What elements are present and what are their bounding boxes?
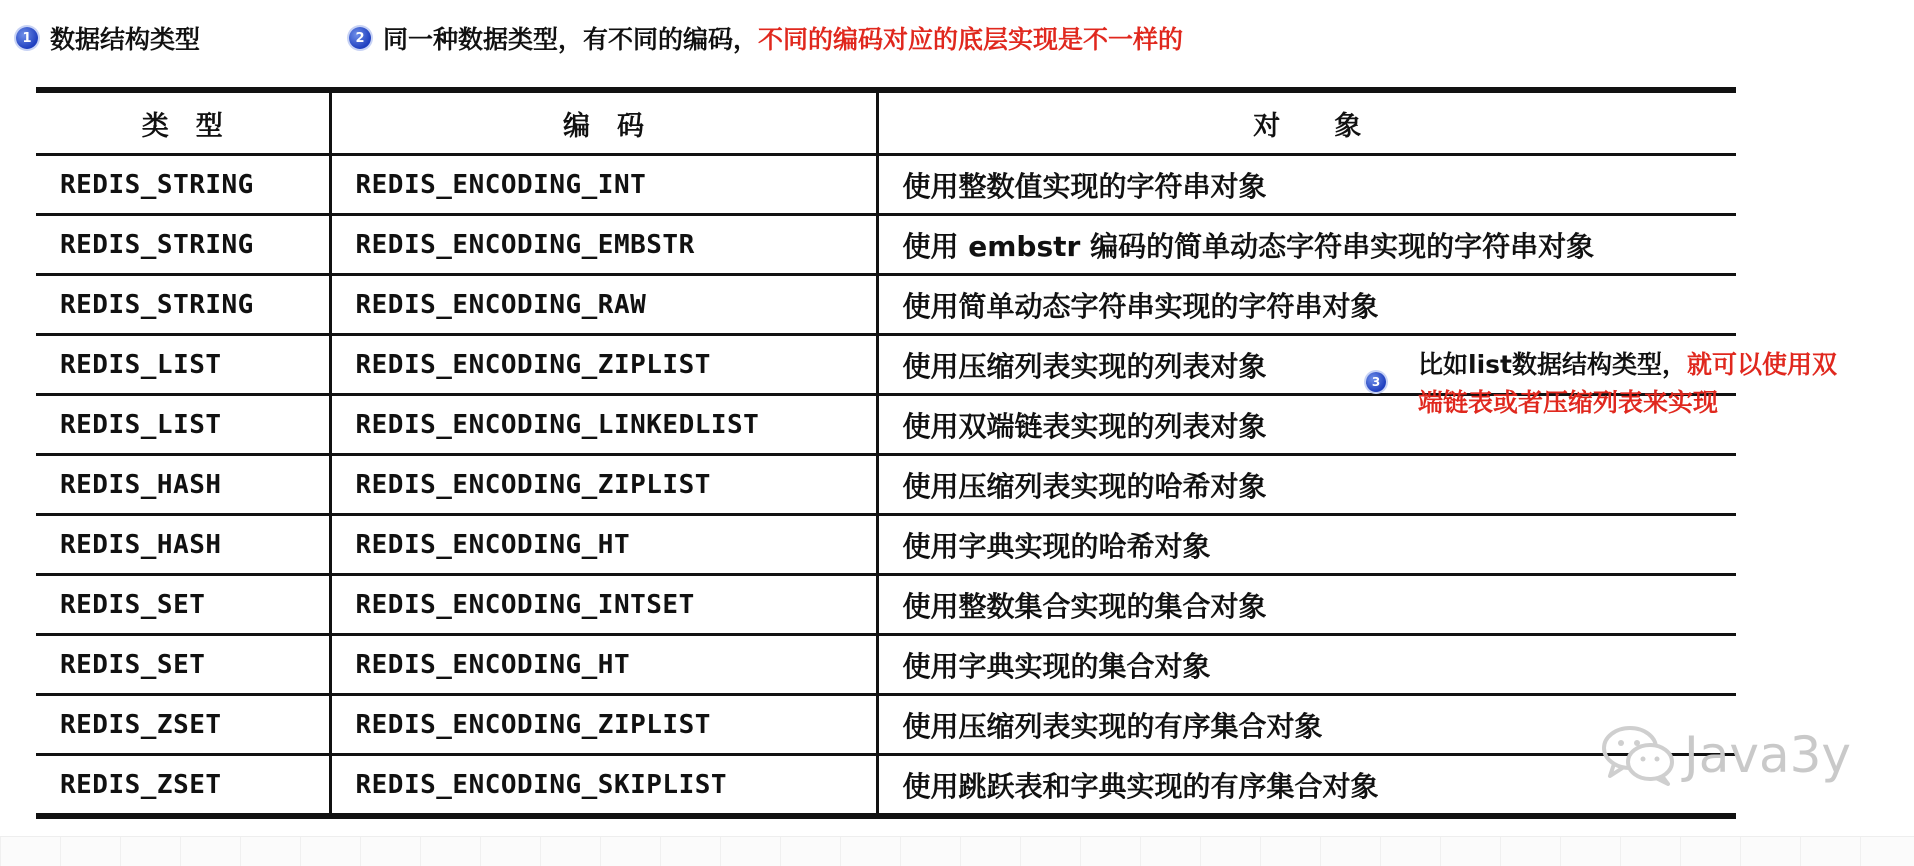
table-row bbox=[36, 755, 1736, 817]
table-row bbox=[36, 575, 1736, 635]
number-badge: 1 bbox=[16, 27, 38, 49]
cell-encoding: REDIS_ENCODING_HT bbox=[330, 515, 877, 575]
table-body bbox=[36, 155, 1736, 817]
annotation-2-highlight: 不同的编码对应的底层实现是不一样的 bbox=[758, 25, 1184, 54]
cell-object: 使用压缩列表实现的有序集合对象 bbox=[902, 709, 1323, 743]
cell-type: REDIS_ZSET bbox=[36, 755, 330, 817]
cell-object: 使用整数集合实现的集合对象 bbox=[902, 589, 1267, 623]
table-header-row bbox=[36, 90, 1736, 155]
cell-encoding: REDIS_ENCODING_INT bbox=[330, 155, 877, 215]
cell-object: 使用字典实现的集合对象 bbox=[902, 649, 1211, 683]
encoding-table bbox=[36, 87, 1736, 819]
cell-type: REDIS_HASH bbox=[36, 515, 330, 575]
cell-type: REDIS_STRING bbox=[36, 155, 330, 215]
cell-encoding: REDIS_ENCODING_HT bbox=[330, 635, 877, 695]
cell-object: 使用跳跃表和字典实现的有序集合对象 bbox=[902, 769, 1379, 803]
cell-type: REDIS_SET bbox=[36, 635, 330, 695]
header-encoding: 编 码 bbox=[330, 90, 877, 155]
cell-encoding: REDIS_ENCODING_INTSET bbox=[330, 575, 877, 635]
redis-encoding-table bbox=[36, 87, 1736, 819]
footer-strip bbox=[0, 836, 1914, 866]
table-row bbox=[36, 215, 1736, 275]
watermark-text: Java3y bbox=[1684, 726, 1852, 784]
annotation-1 bbox=[16, 20, 200, 56]
cell-encoding: REDIS_ENCODING_ZIPLIST bbox=[330, 455, 877, 515]
cell-type: REDIS_HASH bbox=[36, 455, 330, 515]
cell-object: 使用压缩列表实现的哈希对象 bbox=[902, 469, 1267, 503]
annotation-2 bbox=[349, 20, 1183, 56]
cell-object: 使用字典实现的哈希对象 bbox=[902, 529, 1211, 563]
cell-object: 使用压缩列表实现的列表对象 bbox=[902, 349, 1267, 383]
table-row bbox=[36, 455, 1736, 515]
wechat-icon bbox=[1600, 724, 1678, 786]
annotation-3-text: 比如list数据结构类型， bbox=[1418, 350, 1687, 379]
cell-encoding: REDIS_ENCODING_ZIPLIST bbox=[330, 695, 877, 755]
table-row bbox=[36, 635, 1736, 695]
cell-encoding: REDIS_ENCODING_ZIPLIST bbox=[330, 335, 877, 395]
annotation-3 bbox=[1418, 346, 1898, 422]
cell-type: REDIS_LIST bbox=[36, 335, 330, 395]
table-row bbox=[36, 275, 1736, 335]
table-row bbox=[36, 695, 1736, 755]
header-type: 类 型 bbox=[36, 90, 330, 155]
header-object: 对 象 bbox=[1253, 110, 1362, 142]
table-row bbox=[36, 515, 1736, 575]
cell-encoding: REDIS_ENCODING_EMBSTR bbox=[330, 215, 877, 275]
annotation-3-highlight-2: 端链表或者压缩列表来实现 bbox=[1418, 388, 1719, 417]
annotation-2-text: 同一种数据类型，有不同的编码， bbox=[383, 25, 759, 54]
cell-encoding: REDIS_ENCODING_SKIPLIST bbox=[330, 755, 877, 817]
cell-object: 使用整数值实现的字符串对象 bbox=[902, 169, 1267, 203]
cell-type: REDIS_ZSET bbox=[36, 695, 330, 755]
cell-object: 使用双端链表实现的列表对象 bbox=[902, 409, 1267, 443]
cell-encoding: REDIS_ENCODING_RAW bbox=[330, 275, 877, 335]
cell-type: REDIS_SET bbox=[36, 575, 330, 635]
watermark bbox=[1600, 724, 1851, 786]
cell-encoding: REDIS_ENCODING_LINKEDLIST bbox=[330, 395, 877, 455]
cell-object: 使用 embstr 编码的简单动态字符串实现的字符串对象 bbox=[902, 229, 1595, 263]
table-row bbox=[36, 155, 1736, 215]
cell-object: 使用简单动态字符串实现的字符串对象 bbox=[902, 289, 1379, 323]
cell-type: REDIS_LIST bbox=[36, 395, 330, 455]
number-badge: 2 bbox=[349, 27, 371, 49]
cell-type: REDIS_STRING bbox=[36, 275, 330, 335]
cell-type: REDIS_STRING bbox=[36, 215, 330, 275]
annotation-1-text: 数据结构类型 bbox=[50, 25, 201, 54]
annotation-3-badge-wrap bbox=[1366, 371, 1386, 392]
annotation-3-highlight-1: 就可以使用双 bbox=[1686, 350, 1837, 379]
number-badge: 3 bbox=[1366, 372, 1386, 392]
